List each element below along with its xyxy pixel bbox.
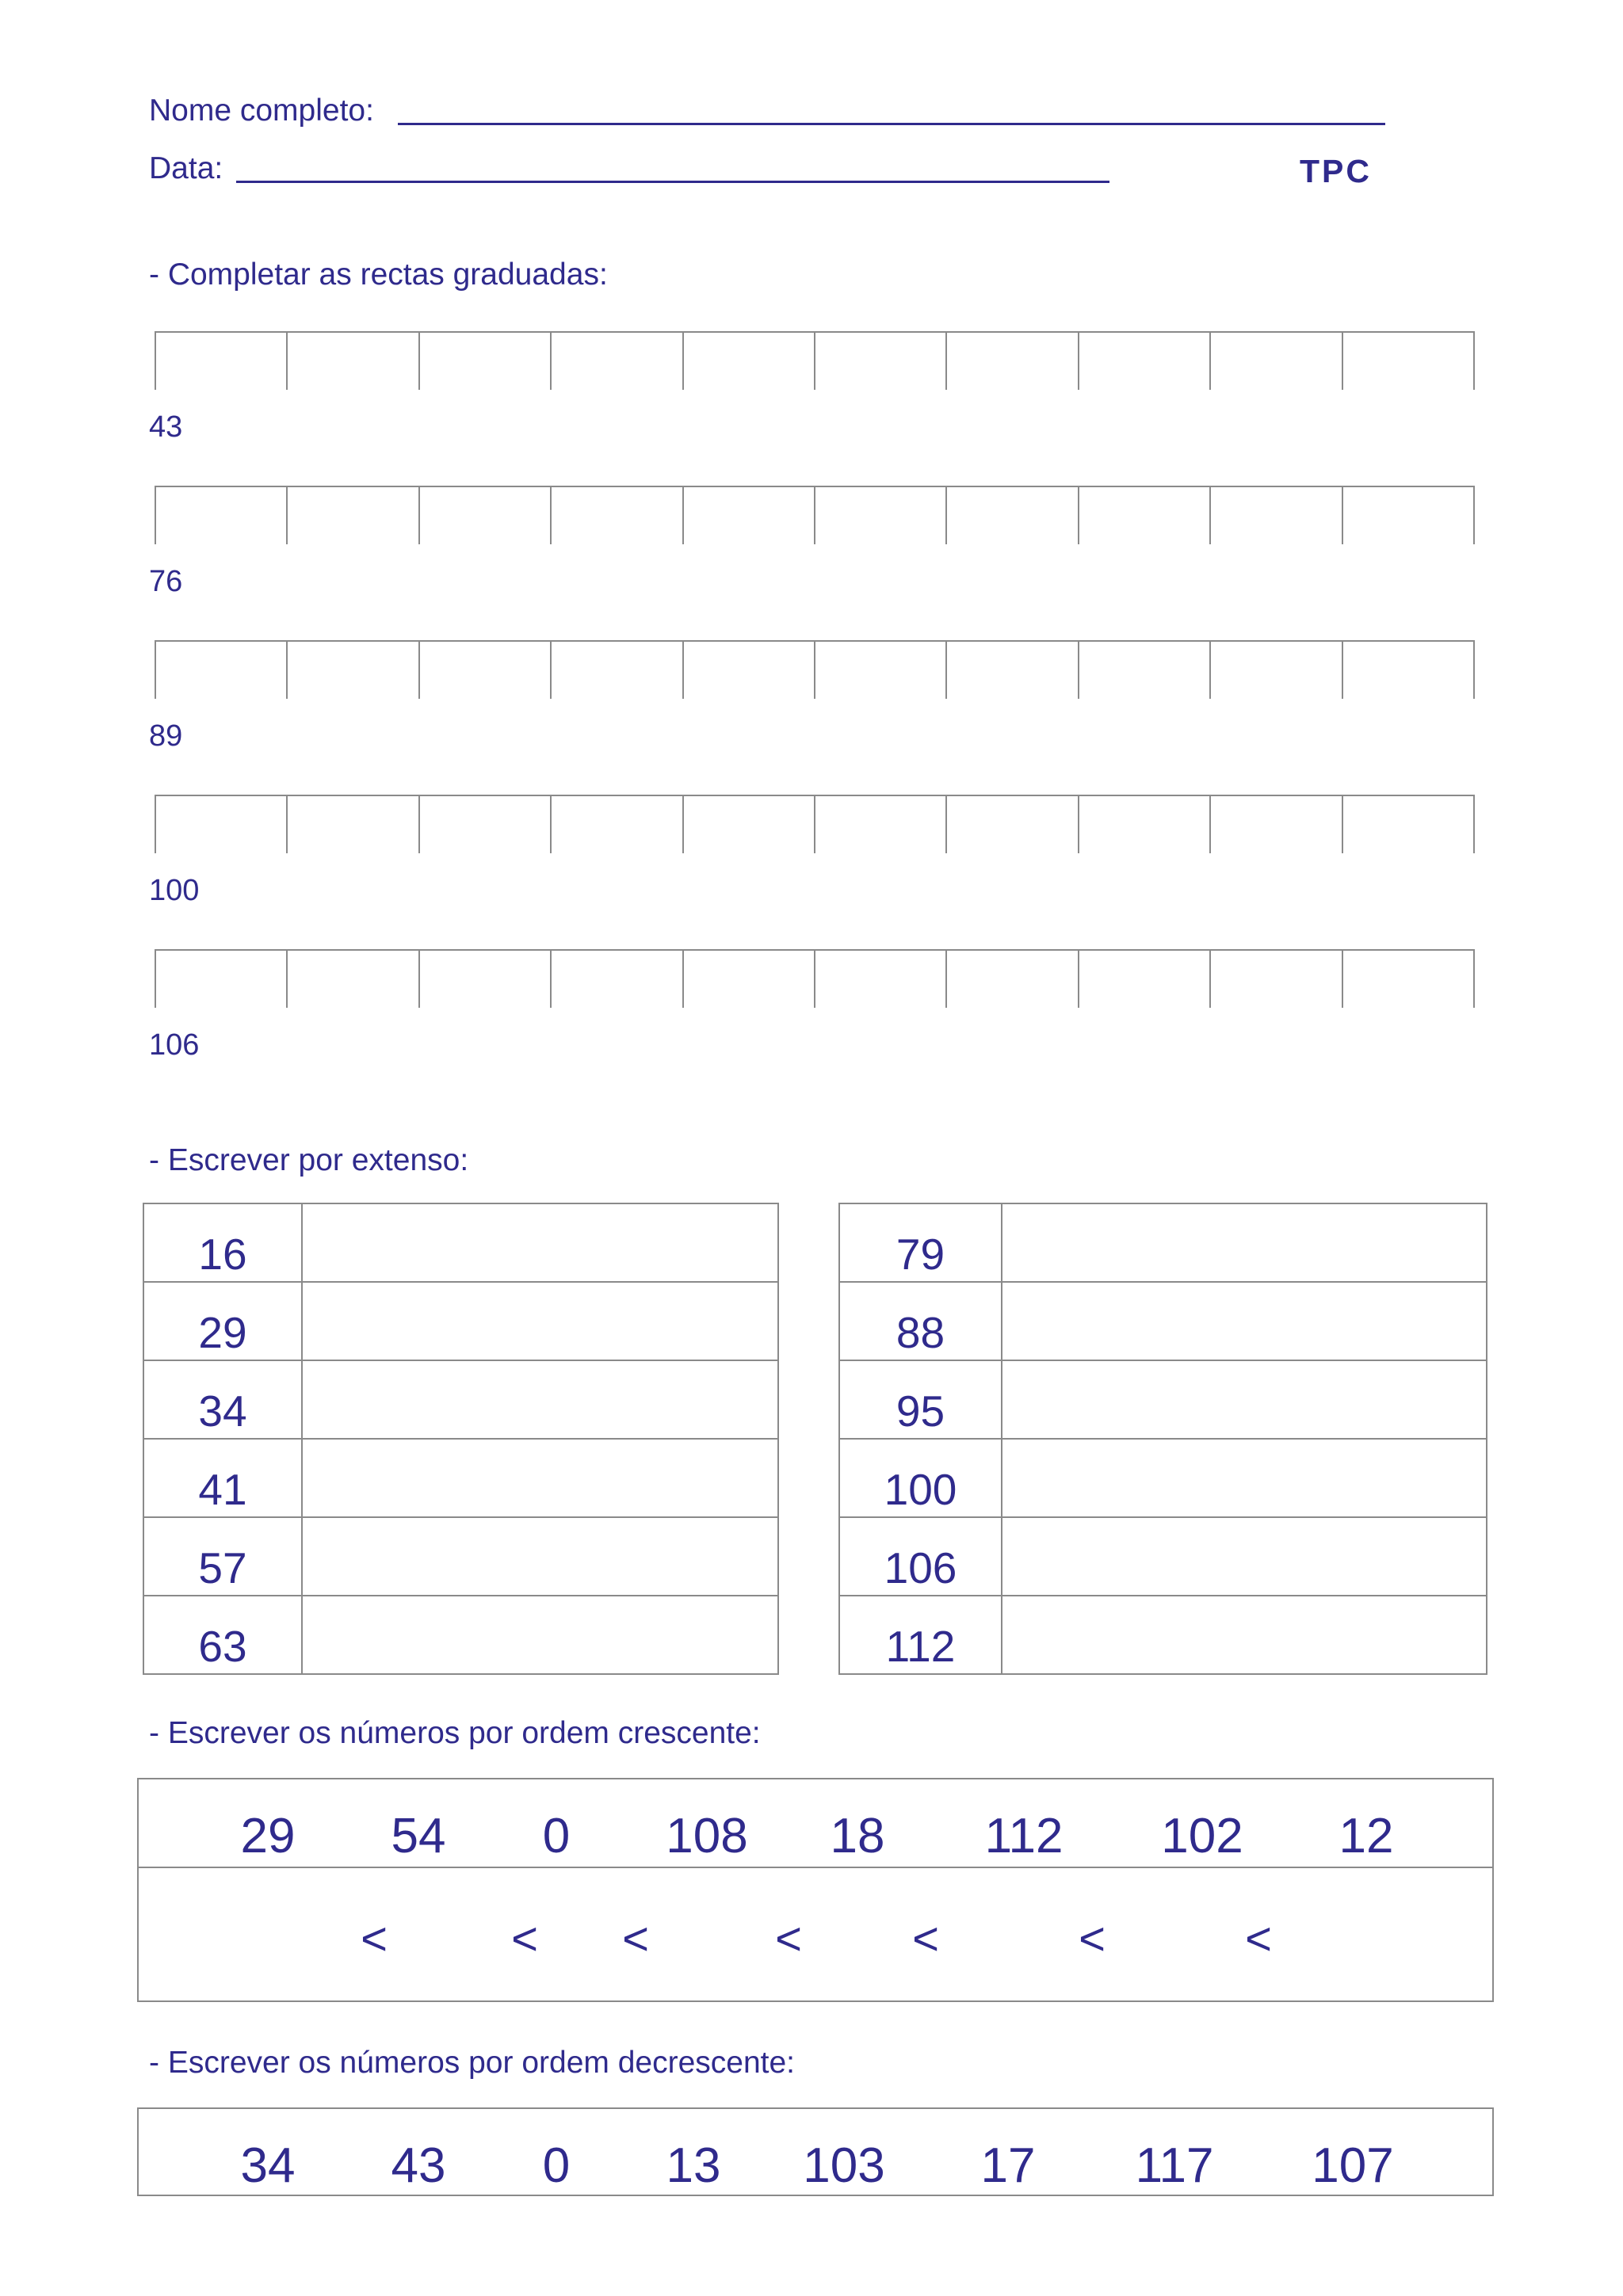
date-input-line[interactable] xyxy=(236,181,1109,183)
answer-cell[interactable] xyxy=(302,1517,778,1596)
number-line-tick xyxy=(945,949,947,1008)
number-line-tick xyxy=(155,795,156,853)
section-title-rulers: - Completar as rectas graduadas: xyxy=(149,257,608,292)
number-line-tick xyxy=(1078,331,1079,390)
ascending-number: 112 xyxy=(984,1809,1064,1863)
table-row xyxy=(839,1203,1487,1282)
number-line-start-label: 106 xyxy=(149,1028,200,1062)
answer-cell[interactable] xyxy=(1002,1282,1487,1360)
number-line-tick xyxy=(682,486,684,544)
number-line-tick xyxy=(682,331,684,390)
words-table-right xyxy=(838,1203,1487,1675)
table-row xyxy=(143,1439,778,1517)
number-line-tick xyxy=(1342,331,1343,390)
number-line-tick xyxy=(1342,640,1343,699)
less-than-sign: < xyxy=(622,1913,649,1965)
number-line-tick xyxy=(1473,331,1475,390)
number-line xyxy=(155,640,1473,699)
descending-number: 17 xyxy=(980,2138,1036,2193)
number-line-tick xyxy=(550,640,552,699)
number-cell: 29 xyxy=(143,1282,302,1360)
number-line-start-label: 43 xyxy=(149,410,183,444)
section-title-descending: - Escrever os números por ordem decrescente: xyxy=(149,2046,796,2080)
ascending-number: 102 xyxy=(1161,1809,1243,1863)
number-line-tick xyxy=(814,486,815,544)
number-line-tick xyxy=(1473,486,1475,544)
number-line-tick xyxy=(418,331,420,390)
ascending-number: 108 xyxy=(666,1809,748,1863)
number-line-tick xyxy=(1209,949,1211,1008)
number-line-tick xyxy=(1342,949,1343,1008)
table-row xyxy=(143,1282,778,1360)
descending-box xyxy=(137,2107,1494,2196)
number-line-tick xyxy=(945,331,947,390)
answer-cell[interactable] xyxy=(302,1596,778,1674)
ascending-divider xyxy=(139,1867,1492,1868)
answer-cell[interactable] xyxy=(302,1439,778,1517)
number-line-tick xyxy=(1209,795,1211,853)
number-line-tick xyxy=(155,949,156,1008)
number-line-tick xyxy=(945,486,947,544)
number-line-tick xyxy=(1342,795,1343,853)
ascending-number: 18 xyxy=(830,1809,885,1863)
name-label: Nome completo: xyxy=(149,93,374,128)
less-than-sign: < xyxy=(775,1913,802,1965)
descending-number: 107 xyxy=(1312,2138,1394,2193)
number-line-tick xyxy=(418,640,420,699)
less-than-sign: < xyxy=(1245,1913,1272,1965)
number-cell: 112 xyxy=(839,1596,1002,1674)
descending-number: 103 xyxy=(803,2138,885,2193)
number-line-tick xyxy=(814,795,815,853)
number-line-tick xyxy=(1473,949,1475,1008)
answer-cell[interactable] xyxy=(1002,1360,1487,1439)
number-line-tick xyxy=(286,795,288,853)
number-line xyxy=(155,486,1473,544)
less-than-sign: < xyxy=(511,1913,538,1965)
answer-cell[interactable] xyxy=(1002,1439,1487,1517)
number-line-tick xyxy=(682,795,684,853)
descending-number: 43 xyxy=(391,2138,446,2193)
section-title-ascending: - Escrever os números por ordem crescente: xyxy=(149,1716,761,1750)
section-title-words: - Escrever por extenso: xyxy=(149,1143,469,1177)
number-line-tick xyxy=(1473,640,1475,699)
number-cell: 95 xyxy=(839,1360,1002,1439)
number-cell: 63 xyxy=(143,1596,302,1674)
answer-cell[interactable] xyxy=(302,1282,778,1360)
number-line-tick xyxy=(286,640,288,699)
tpc-label: TPC xyxy=(1300,153,1372,189)
number-line-tick xyxy=(682,949,684,1008)
number-line-tick xyxy=(155,486,156,544)
number-line-tick xyxy=(418,795,420,853)
table-row xyxy=(143,1517,778,1596)
number-line-tick xyxy=(1209,640,1211,699)
table-row xyxy=(839,1517,1487,1596)
ascending-number: 12 xyxy=(1338,1809,1394,1863)
number-line-start-label: 89 xyxy=(149,719,183,753)
ascending-number: 54 xyxy=(391,1809,446,1863)
answer-cell[interactable] xyxy=(302,1360,778,1439)
answer-cell[interactable] xyxy=(1002,1517,1487,1596)
number-line-tick xyxy=(418,486,420,544)
number-line-tick xyxy=(550,486,552,544)
number-line-tick xyxy=(1209,331,1211,390)
name-input-line[interactable] xyxy=(398,123,1385,125)
number-line-tick xyxy=(418,949,420,1008)
descending-number: 117 xyxy=(1135,2138,1214,2193)
number-line-tick xyxy=(1473,795,1475,853)
descending-number: 13 xyxy=(666,2138,721,2193)
table-row xyxy=(839,1596,1487,1674)
number-cell: 79 xyxy=(839,1203,1002,1282)
number-cell: 88 xyxy=(839,1282,1002,1360)
number-cell: 100 xyxy=(839,1439,1002,1517)
number-line-tick xyxy=(286,949,288,1008)
table-row xyxy=(143,1360,778,1439)
number-line-tick xyxy=(945,795,947,853)
number-line-tick xyxy=(814,331,815,390)
number-line-tick xyxy=(814,640,815,699)
less-than-sign: < xyxy=(912,1913,939,1965)
ascending-number: 0 xyxy=(542,1809,571,1863)
number-line-tick xyxy=(1078,486,1079,544)
number-cell: 16 xyxy=(143,1203,302,1282)
number-line-tick xyxy=(550,795,552,853)
number-line-tick xyxy=(814,949,815,1008)
table-row xyxy=(839,1282,1487,1360)
number-line-tick xyxy=(155,640,156,699)
number-line-tick xyxy=(1078,640,1079,699)
ascending-number: 29 xyxy=(240,1809,296,1863)
less-than-sign: < xyxy=(361,1913,388,1965)
number-cell: 41 xyxy=(143,1439,302,1517)
ascending-box xyxy=(137,1778,1494,2002)
number-line-tick xyxy=(1078,795,1079,853)
number-line-tick xyxy=(945,640,947,699)
number-line-tick xyxy=(682,640,684,699)
date-label: Data: xyxy=(149,151,223,185)
number-line-tick xyxy=(550,331,552,390)
number-line xyxy=(155,949,1473,1008)
number-line-start-label: 100 xyxy=(149,874,200,907)
answer-cell[interactable] xyxy=(1002,1596,1487,1674)
descending-number: 0 xyxy=(542,2138,571,2193)
number-line-tick xyxy=(1342,486,1343,544)
table-row xyxy=(143,1203,778,1282)
table-row xyxy=(143,1596,778,1674)
number-line-tick xyxy=(550,949,552,1008)
descending-number: 34 xyxy=(240,2138,296,2193)
table-row xyxy=(839,1360,1487,1439)
number-cell: 106 xyxy=(839,1517,1002,1596)
number-line-tick xyxy=(1209,486,1211,544)
number-line-tick xyxy=(1078,949,1079,1008)
words-table-left xyxy=(143,1203,779,1675)
answer-cell[interactable] xyxy=(1002,1203,1487,1282)
less-than-sign: < xyxy=(1079,1913,1106,1965)
number-line-tick xyxy=(155,331,156,390)
number-line-tick xyxy=(286,331,288,390)
answer-cell[interactable] xyxy=(302,1203,778,1282)
number-cell: 57 xyxy=(143,1517,302,1596)
number-cell: 34 xyxy=(143,1360,302,1439)
number-line-tick xyxy=(286,486,288,544)
number-line xyxy=(155,331,1473,390)
table-row xyxy=(839,1439,1487,1517)
number-line xyxy=(155,795,1473,853)
number-line-start-label: 76 xyxy=(149,565,183,598)
